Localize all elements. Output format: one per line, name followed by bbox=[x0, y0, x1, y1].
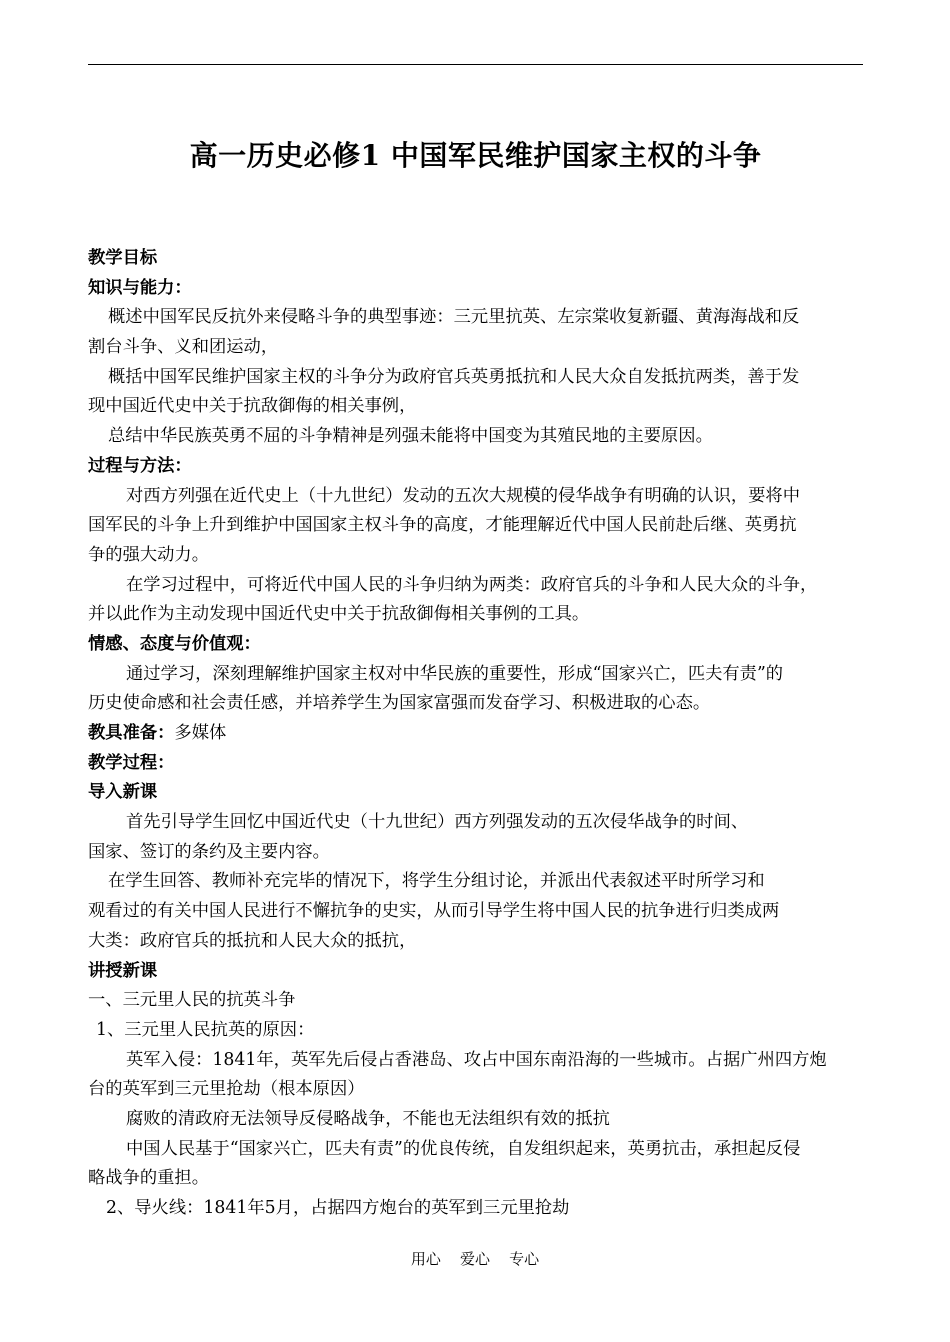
header-rule bbox=[88, 64, 863, 65]
paragraph-line: 国军民的斗争上升到维护中国国家主权斗争的高度，才能理解近代中国人民前赴后继、英勇抗 bbox=[88, 515, 797, 536]
paragraph-line: 腐败的清政府无法领导反侵略战争，不能也无法组织有效的抵抗 bbox=[126, 1108, 610, 1129]
paragraph-line: 一、三元里人民的抗英斗争 bbox=[88, 990, 296, 1011]
paragraph-line: 1、三元里人民抗英的原因： bbox=[96, 1019, 315, 1040]
section-heading: 讲授新课 bbox=[88, 960, 158, 981]
page-footer: 用心 爱心 专心 bbox=[410, 1250, 540, 1268]
document-body bbox=[88, 244, 878, 1224]
paragraph-line: 争的强大动力。 bbox=[88, 544, 209, 565]
paragraph-line: 总结中华民族英勇不屈的斗争精神是列强未能将中国变为其殖民地的主要原因。 bbox=[108, 426, 713, 447]
paragraph-line: 2、导火线：1841年5月，占据四方炮台的英军到三元里抢劫 bbox=[106, 1198, 570, 1218]
paragraph-line: 英军入侵：1841年，英军先后侵占香港岛、攻占中国东南沿海的一些城市。占据广州四方炮 bbox=[126, 1049, 827, 1070]
inline-value: 多媒体 bbox=[174, 723, 227, 743]
paragraph-line: 在学生回答、教师补充完毕的情况下，将学生分组讨论，并派出代表叙述平时所学习和 bbox=[108, 871, 765, 892]
paragraph-line: 历史使命感和社会责任感，并培养学生为国家富强而发奋学习、积极进取的心态。 bbox=[88, 693, 711, 714]
section-heading: 知识与能力： bbox=[88, 277, 192, 298]
document-title: 高一历史必修1 中国军民维护国家主权的斗争 bbox=[189, 139, 762, 172]
paragraph-line: 中国人民基于“国家兴亡，匹夫有责”的优良传统，自发组织起来，英勇抗击，承担起反侵 bbox=[126, 1138, 801, 1159]
paragraph-line: 现中国近代史中关于抗敌御侮的相关事例， bbox=[88, 396, 417, 417]
paragraph-line: 并以此作为主动发现中国近代史中关于抗敌御侮相关事例的工具。 bbox=[88, 604, 590, 625]
section-heading: 导入新课 bbox=[88, 782, 158, 803]
paragraph-line: 在学习过程中，可将近代中国人民的斗争归纳为两类：政府官兵的斗争和人民大众的斗争， bbox=[126, 574, 818, 595]
inline-label: 教具准备： bbox=[88, 723, 175, 743]
paragraph-line: 略战争的重担。 bbox=[88, 1168, 209, 1189]
section-heading: 情感、态度与价值观： bbox=[88, 633, 261, 654]
section-heading: 教学目标 bbox=[88, 248, 158, 268]
paragraph-line: 通过学习，深刻理解维护国家主权对中华民族的重要性，形成“国家兴亡，匹夫有责”的 bbox=[126, 663, 784, 684]
paragraph-line: 首先引导学生回忆中国近代史（十九世纪）西方列强发动的五次侵华战争的时间、 bbox=[126, 812, 749, 833]
section-heading: 过程与方法： bbox=[88, 455, 192, 476]
paragraph-line: 台的英军到三元里抢劫（根本原因） bbox=[88, 1079, 365, 1100]
paragraph-line: 概括中国军民维护国家主权的斗争分为政府官兵英勇抵抗和人民大众自发抵抗两类，善于发 bbox=[108, 366, 800, 387]
paragraph-line: 概述中国军民反抗外来侵略斗争的典型事迹：三元里抗英、左宗棠收复新疆、黄海海战和反 bbox=[108, 307, 800, 328]
section-heading: 教学过程： bbox=[88, 752, 175, 773]
paragraph-line: 大类：政府官兵的抵抗和人民大众的抵抗， bbox=[88, 930, 417, 951]
paragraph-line: 观看过的有关中国人民进行不懈抗争的史实，从而引导学生将中国人民的抗争进行归类成两 bbox=[88, 901, 780, 922]
paragraph-line bbox=[88, 719, 878, 749]
paragraph-line: 国家、签订的条约及主要内容。 bbox=[88, 841, 330, 862]
paragraph-line: 割台斗争、义和团运动， bbox=[88, 337, 279, 358]
paragraph-line: 对西方列强在近代史上（十九世纪）发动的五次大规模的侵华战争有明确的认识，要将中 bbox=[126, 485, 800, 506]
